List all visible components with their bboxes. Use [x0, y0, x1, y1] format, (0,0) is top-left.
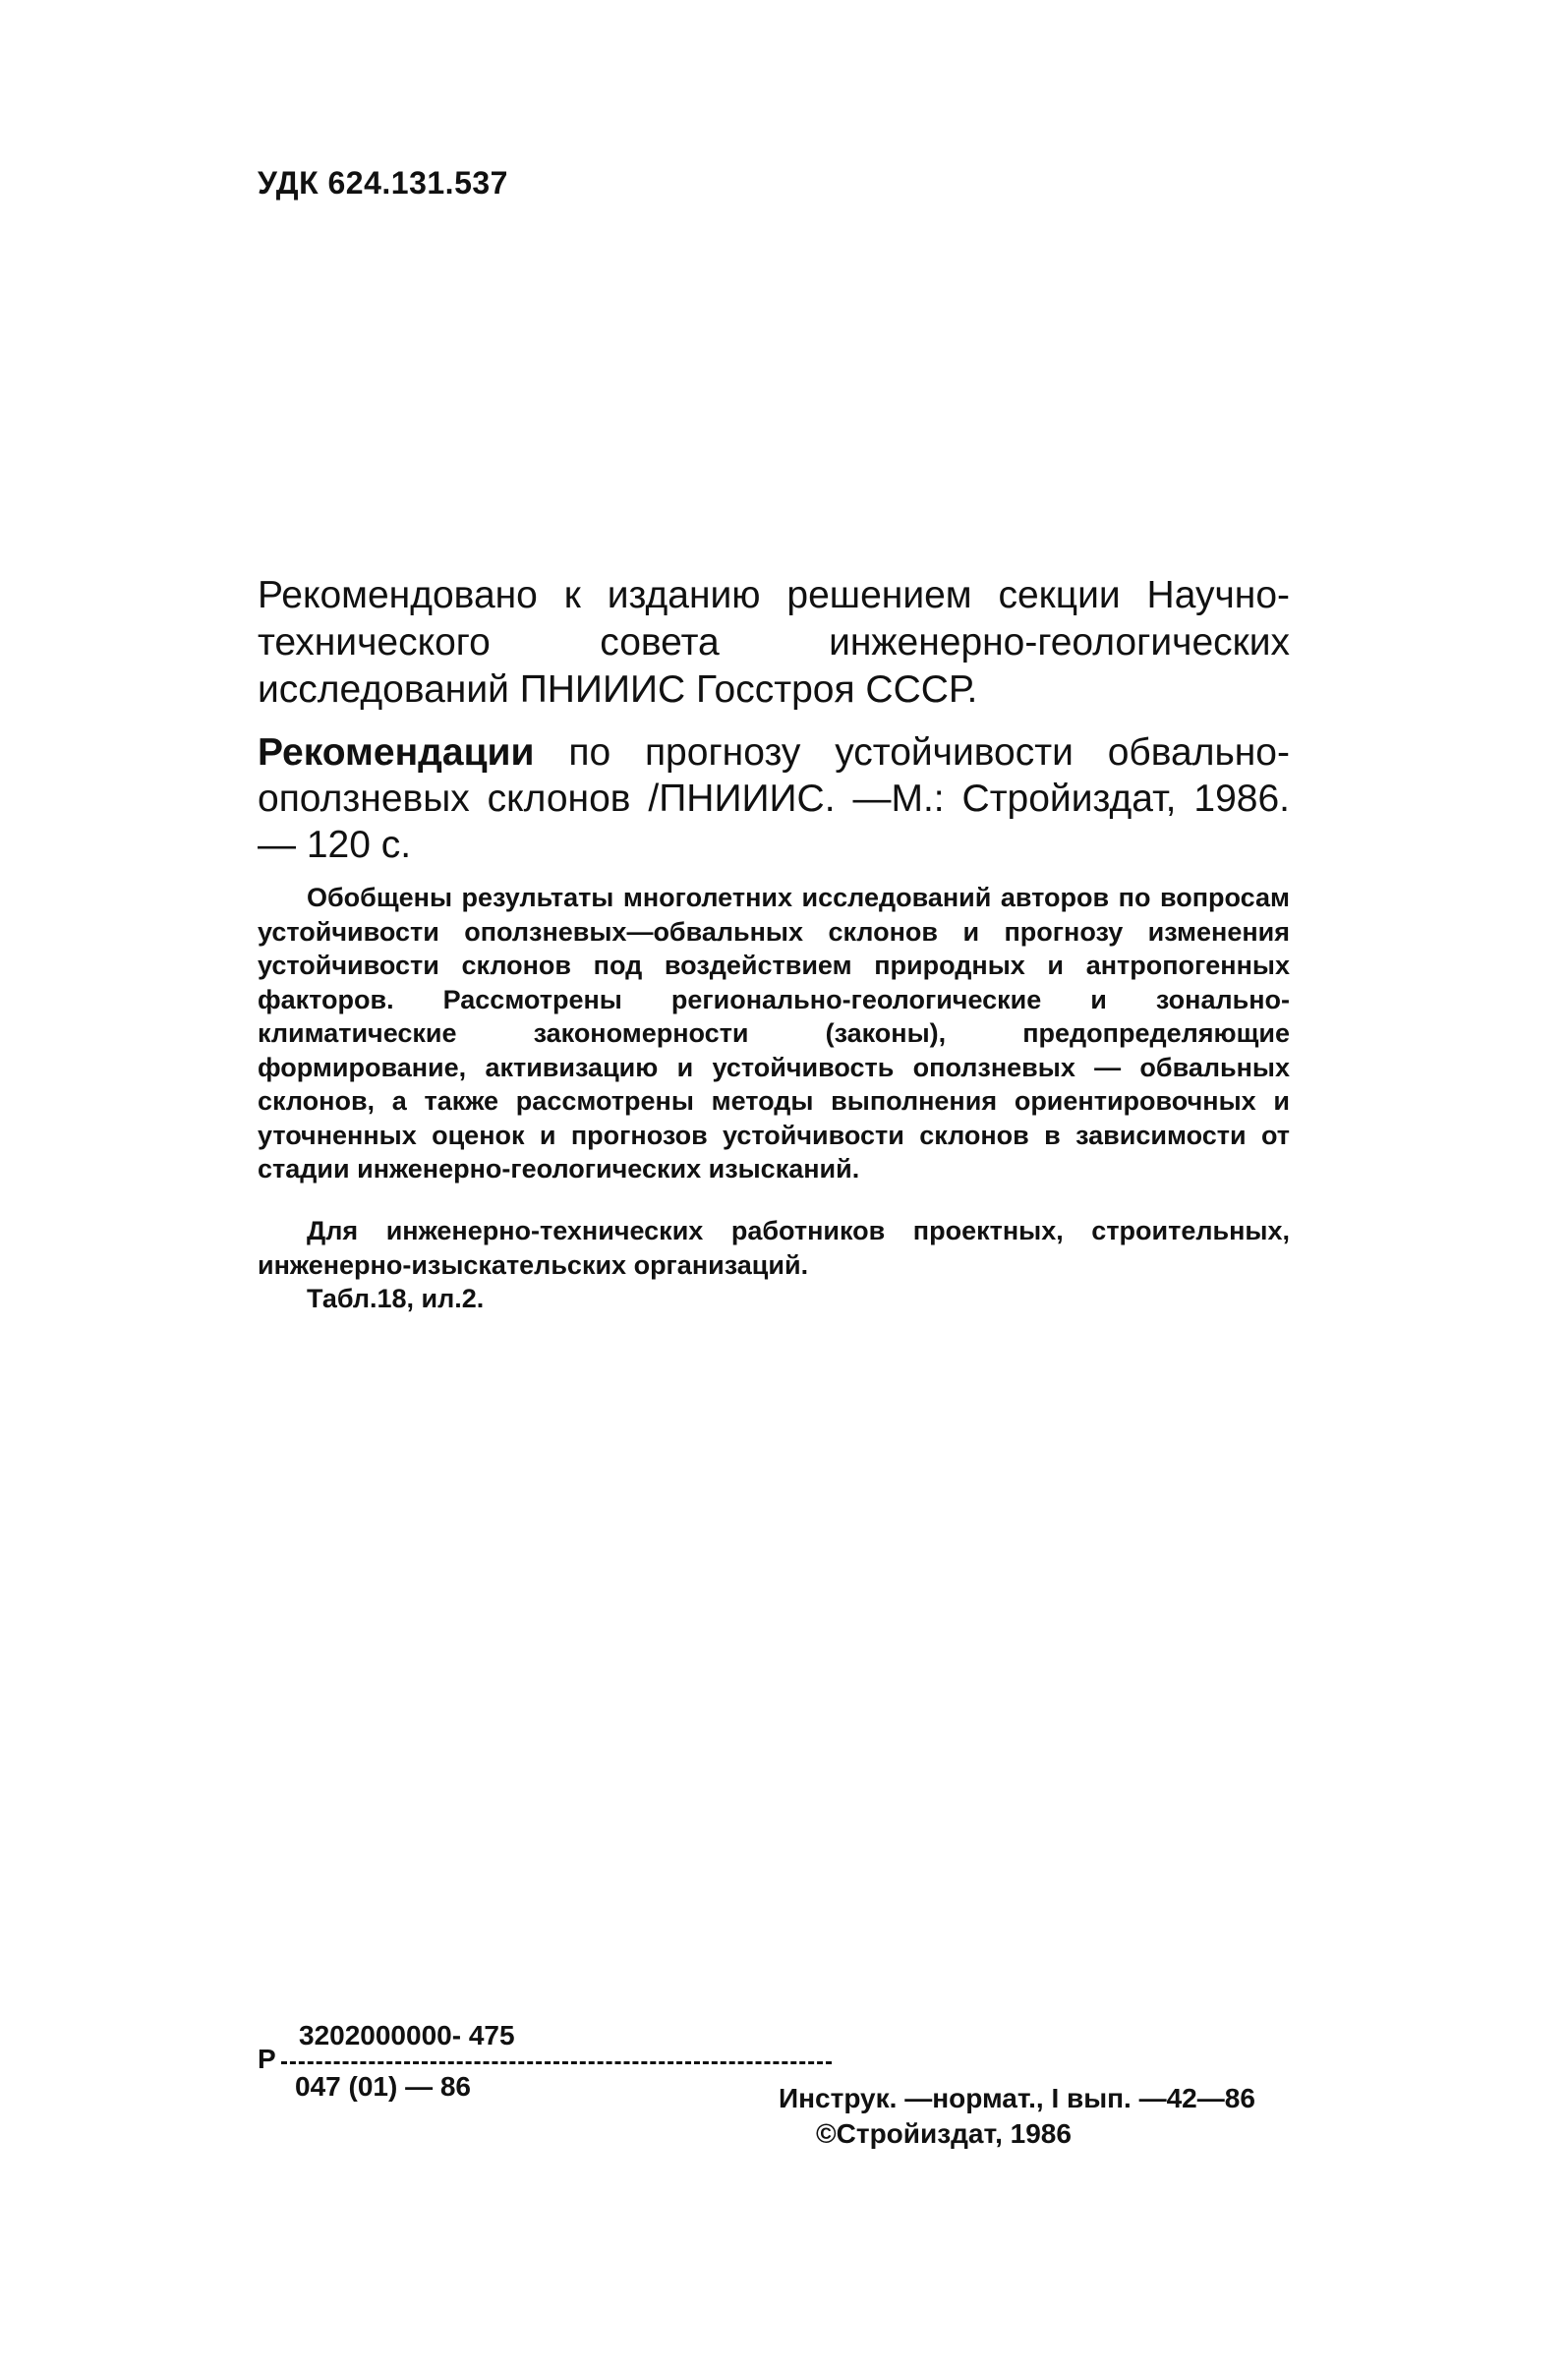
bibliographic-details: по прогнозу устойчивости обвально-оползневых склонов /ПНИИИС. —М.: Стройиздат, 1986. — 120 с.: [258, 731, 1290, 866]
bibliographic-title: Рекомендации: [258, 731, 535, 774]
audience-paragraph: Для инженерно-технических работников проектных, строительных, инженерно-изыскательских организаций.: [258, 1216, 1290, 1280]
publication-code-denominator: 047 (01) — 86: [295, 2071, 471, 2102]
publication-code-divider: [281, 2061, 832, 2064]
udc-code: УДК 624.131.537: [258, 165, 508, 201]
copyright-line: ©Стройиздат, 1986: [816, 2118, 1072, 2149]
tables-illustrations-count: Табл.18, ил.2.: [307, 1284, 485, 1313]
bibliographic-entry: [258, 729, 1290, 868]
recommendation-note: Рекомендовано к изданию решением секции Научно-технического совета инженерно-геологических исследований ПНИИИС Госстроя СССР.: [258, 574, 1290, 711]
publication-code-letter: Р: [258, 2044, 276, 2074]
imprint-block: [779, 2081, 1255, 2152]
publication-code-numerator: 3202000000- 475: [299, 2020, 515, 2050]
abstract-paragraph: Обобщены результаты многолетних исследований авторов по вопросам устойчивости оползневых—обвальных склонов и прогнозу изменения устойчивости склонов под воздействием природных и антропогенных факторов. Рассмотрены регионально-геологические и зонально-климатические закономерности (законы), предопределяющие формирование, активизацию и устойчивость оползневых — обвальных склонов, а также рассмотрены методы выполнения ориентировочных и уточненных оценок и прогнозов устойчивости склонов в зависимости от стадии инженерно-геологических изысканий.: [258, 883, 1290, 1184]
imprint-series: Инструк. —нормат., I вып. —42—86: [779, 2083, 1255, 2113]
